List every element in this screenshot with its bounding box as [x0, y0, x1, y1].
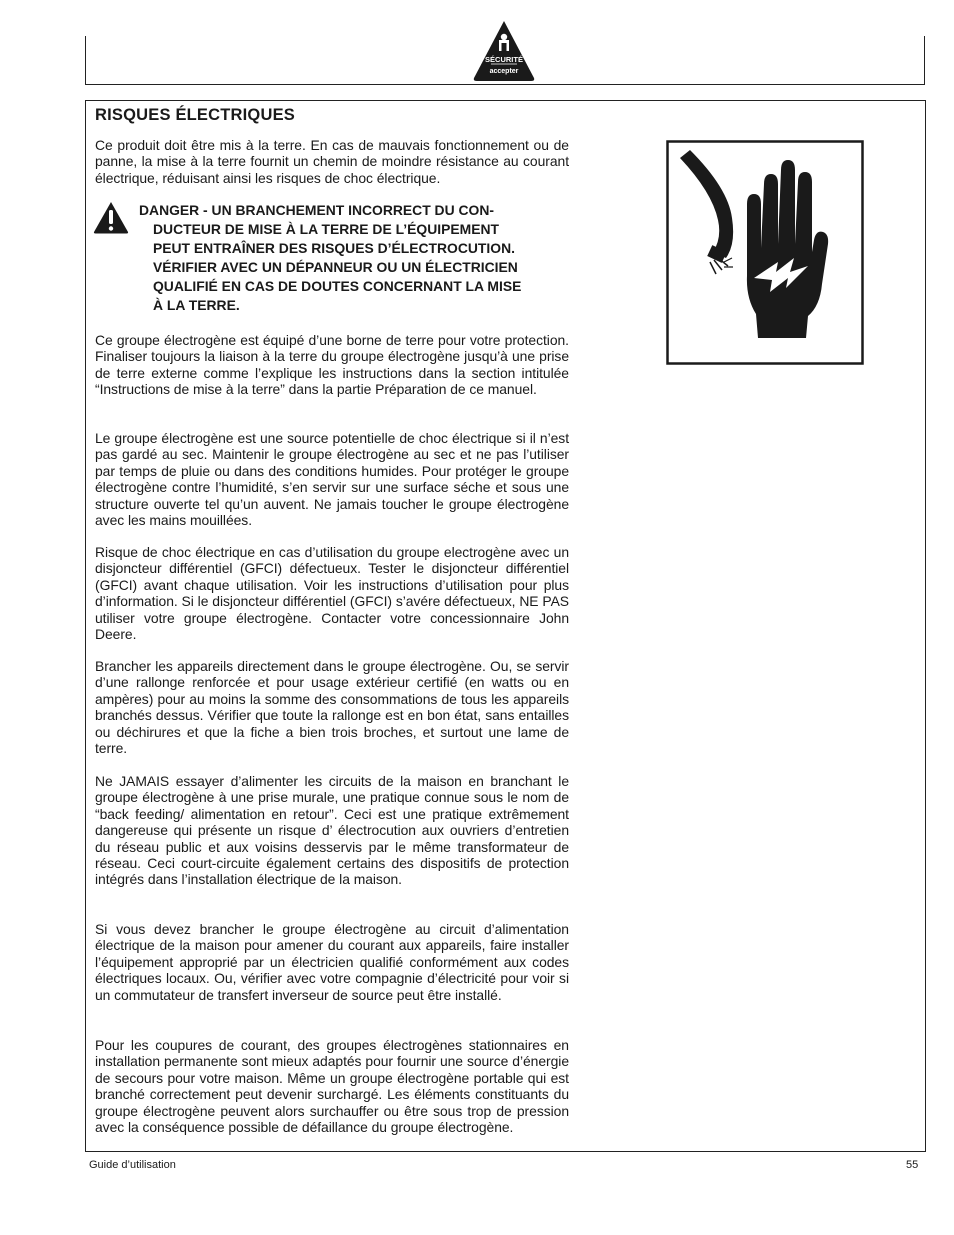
danger-line: À LA TERRE.: [153, 297, 240, 313]
body-paragraph: Si vous devez brancher le groupe électrogène au circuit d’alimentation électrique de la maison pour amener du courant aux appareils, faire installer l’équipement approprié par un électricien qualifié conformément aux codes électriques locaux. Ou, vérifier avec votre compagnie d’électricité pour voir si un commutateur de transfert inverseur de source peut être installé.: [95, 921, 569, 1003]
logo-label-bottom: accepter: [489, 68, 519, 75]
danger-line: DANGER - UN BRANCHEMENT INCORRECT DU CON-: [139, 202, 494, 218]
danger-line: QUALIFIÉ EN CAS DE DOUTES CONCERNANT LA MISE: [153, 278, 522, 294]
body-paragraph: Pour les coupures de courant, des groupes électrogènes stationnaires en installation permanente sont mieux adaptés pour fournir une source d’énergie de secours pour votre maison. Même un groupe électrogène portable qui est branché correctement peut devenir surchargé. Les éléments constituants du groupe électrogène peuvent alors surchauffer ou être sous trop de pression avec la conséquence possible de défaillance du groupe électrogène.: [95, 1037, 569, 1136]
body-paragraph: Ne JAMAIS essayer d’alimenter les circuits de la maison en branchant le groupe électrogène à une prise murale, une pratique connue sous le nom de “back feeding/ alimentation en retour”. Ceci est une pratique extrêmement dangereuse qui présente un risque d’ électrocution aux ouvriers d’entretien du réseau public et aux voisins desservis par le même transformateur de réseau. Ceci court-circuite également certains des dispositifs de protection intégrés dans l’installation électrique de la maison.: [95, 773, 569, 888]
warning-triangle-icon: [93, 201, 129, 234]
danger-line: DUCTEUR DE MISE À LA TERRE DE L’ÉQUIPEMENT: [153, 221, 500, 237]
danger-warning-text: [139, 201, 579, 315]
intro-paragraph: Ce produit doit être mis à la terre. En cas de mauvais fonctionnement ou de panne, la mise à la terre fournit un chemin de moindre résistance au courant électrique, réduisant ainsi les risques de choc électrique.: [95, 137, 569, 186]
safety-triangle-icon: [471, 18, 537, 82]
logo-label-top: SÉCURITÉ: [485, 55, 523, 64]
footer-guide-label: Guide d’utilisation: [89, 1159, 176, 1171]
body-paragraph: Ce groupe électrogène est équipé d’une borne de terre pour votre protection. Finaliser toujours la liaison à la terre du groupe électrogène jusqu’à une prise de terre externe comme l’explique les instructions dans la section intitulée “Instructions de mise à la terre” dans la partie Préparation de ce manuel.: [95, 332, 569, 398]
section-title: RISQUES ÉLECTRIQUES: [95, 106, 295, 124]
body-paragraph: Brancher les appareils directement dans le groupe électrogène. Ou, se servir d’une rallonge renforcée et pour usage extérieur certifié (en watts ou en ampères) pour au moins la somme des consommations de tous les appareils branchés dessus. Vérifier que toute la rallonge est en bon état, sans entailles ou déchirures et que la fiche a bien trois broches, et surtout une lame de terre.: [95, 658, 569, 757]
danger-line: VÉRIFIER AVEC UN DÉPANNEUR OU UN ÉLECTRICIEN: [153, 259, 518, 275]
page-number: 55: [906, 1159, 919, 1171]
body-paragraph: Le groupe électrogène est une source potentielle de choc électrique si il n’est pas gardé au sec. Maintenir le groupe électrogène au sec et ne pas l’utiliser par temps de pluie ou dans des conditions humides. Pour protéger le groupe électrogène contre l’humidité, s’en servir sur une surface séche et sous une structure ouverte tel qu’un auvent. Ne jamais toucher le groupe électrogène avec les mains mouillées.: [95, 430, 569, 529]
electric-shock-hand-icon: [666, 140, 864, 365]
body-paragraph: Risque de choc électrique en cas d’utilisation du groupe electrogène avec un disjoncteur différentiel (GFCI) défectueux. Tester le disjoncteur différentiel (GFCI) avant chaque utilisation. Voir les instructions d’utilisation pour plus d’information. Si le disjoncteur différentiel (GFCI) s’avére défectueux, NE PAS utiliser votre groupe électrogène. Contacter votre concessionnaire John Deere.: [95, 544, 569, 643]
danger-line: PEUT ENTRAÎNER DES RISQUES D’ÉLECTROCUTION.: [153, 240, 515, 256]
